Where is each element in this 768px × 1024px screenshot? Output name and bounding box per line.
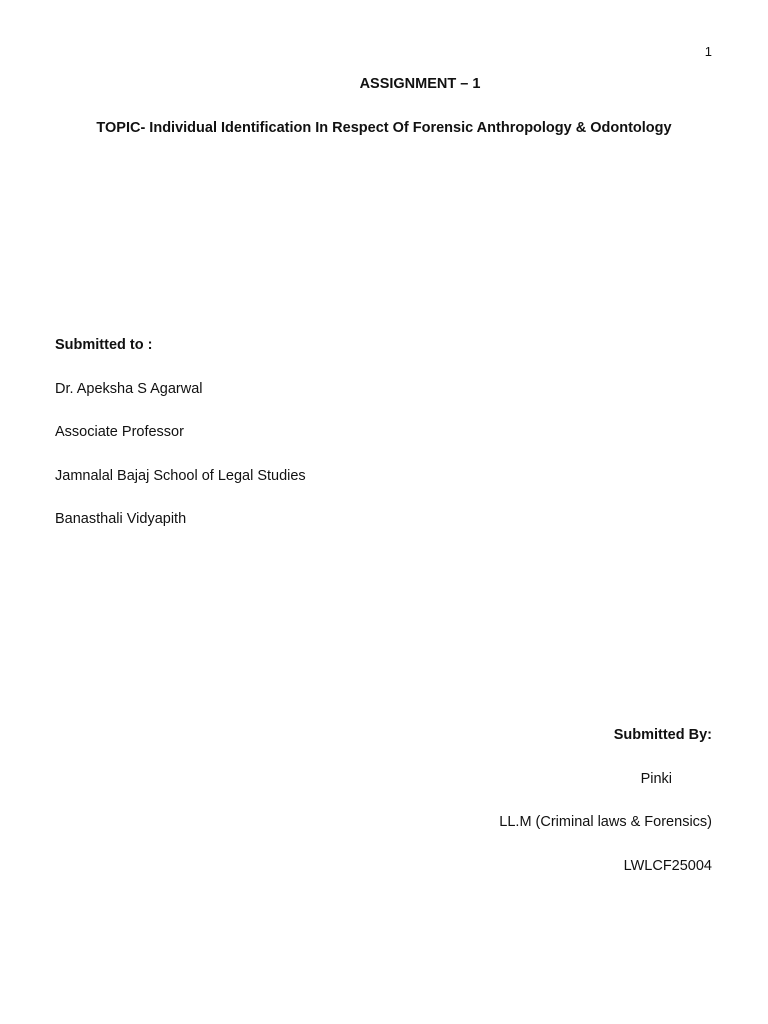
submitted-to-block xyxy=(55,336,306,554)
submitted-by-name: Pinki xyxy=(640,770,672,787)
submitted-to-designation: Associate Professor xyxy=(55,424,184,440)
submitted-by-course: LL.M (Criminal laws & Forensics) xyxy=(499,814,712,830)
assignment-title: ASSIGNMENT – 1 xyxy=(359,76,481,92)
submitted-to-institution: Banasthali Vidyapith xyxy=(55,511,187,527)
submitted-to-name: Dr. Apeksha S Agarwal xyxy=(55,380,203,397)
submitted-by-heading: Submitted By: xyxy=(613,727,712,743)
page-number: 1 xyxy=(704,44,712,59)
submitted-by-block xyxy=(499,726,712,900)
submitted-to-school: Jamnalal Bajaj School of Legal Studies xyxy=(55,467,306,484)
submitted-by-roll-number: LWLCF25004 xyxy=(623,857,712,874)
submitted-to-heading: Submitted to : xyxy=(55,337,153,353)
assignment-topic: TOPIC- Individual Identification In Respect Of Forensic Anthropology & Odontology xyxy=(96,120,672,136)
